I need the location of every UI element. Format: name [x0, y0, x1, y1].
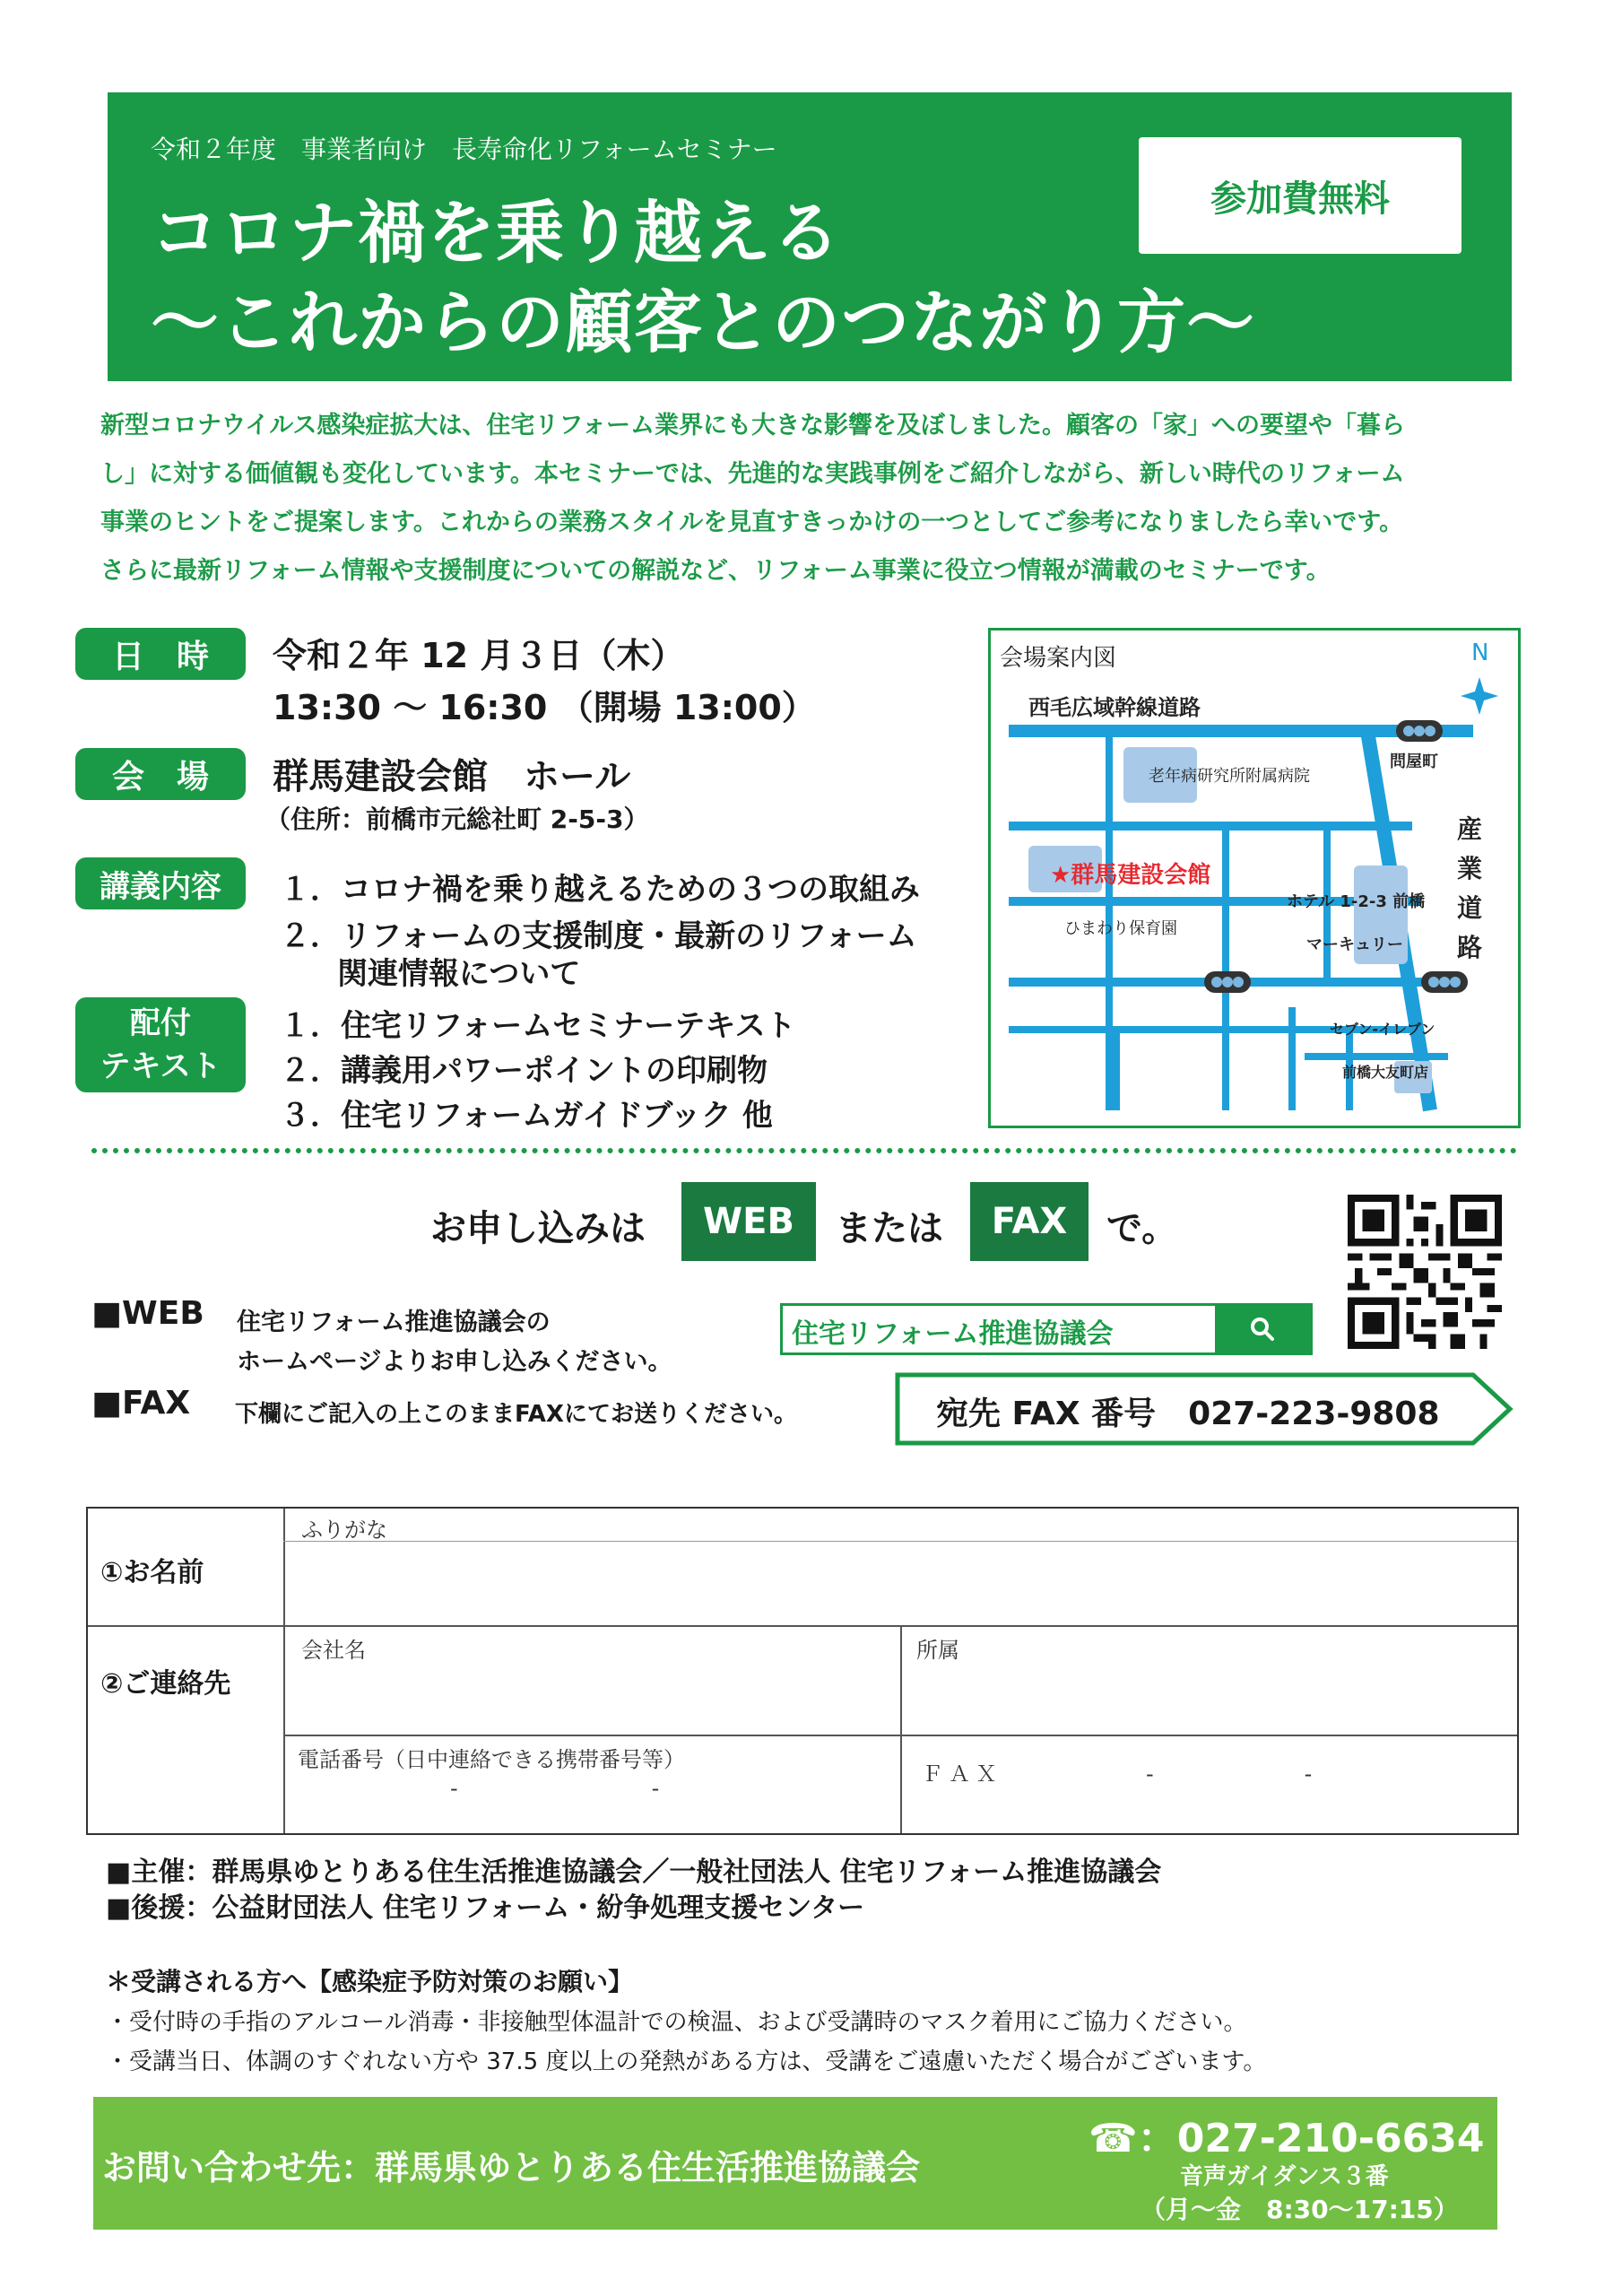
fax-number-arrow [895, 1372, 1514, 1446]
fax-desc: 下欄にご記入の上このままFAXにてお送りください。 [235, 1401, 797, 1428]
datetime-label: 日 時 [75, 628, 246, 680]
free-admission-badge: 参加費無料 [1139, 137, 1462, 254]
supporter: ■後援：公益財団法人 住宅リフォーム・紛争処理支援センター [106, 1892, 865, 1924]
text-label [75, 997, 246, 1092]
search-button[interactable] [1215, 1306, 1310, 1352]
map-mercury: マーキュリー [1306, 935, 1403, 954]
header-title-line2: ～これからの顧客とのつながり方～ [151, 283, 1255, 362]
search-text[interactable]: 住宅リフォーム推進協議会 [792, 1318, 1114, 1350]
company-label: 会社名 [301, 1638, 366, 1663]
apply-prefix: お申し込みは [430, 1208, 646, 1249]
header-banner [108, 92, 1512, 381]
apply-web-button[interactable]: WEB [681, 1182, 816, 1261]
footer-contact: お問い合わせ先：群馬県ゆとりある住生活推進協議会 [102, 2148, 921, 2187]
header-title-line1: コロナ禍を乗り越える [151, 193, 841, 273]
map-road-right-char: 業 [1457, 854, 1483, 883]
intro-line: 新型コロナウイルス感染症拡大は、住宅リフォーム業界にも大きな影響を及ぼしました。顧客の「家」への要望や「暮ら [100, 412, 1406, 439]
apply-suffix: で。 [1106, 1208, 1178, 1249]
intro-line: し」に対する価値観も変化しています。本セミナーでは、先進的な実践事例をご紹介しながら、新しい時代のリフォーム [100, 460, 1405, 488]
notice-item-1: ・受付時の手指のアルコール消毒・非接触型体温計での検温、および受講時のマスク着用にご協力ください。 [106, 2009, 1247, 2036]
registration-form [86, 1507, 1519, 1835]
section-divider [91, 1148, 1517, 1153]
text-item-2: ２．講義用パワーポイントの印刷物 [280, 1053, 768, 1089]
text-item-3: ３．住宅リフォームガイドブック 他 [280, 1098, 773, 1134]
text-label-line1: 配付 [130, 1005, 191, 1041]
department-label: 所属 [916, 1638, 959, 1663]
phone-label: 電話番号（日中連絡できる携帯番号等） [298, 1747, 685, 1772]
footer-guidance: 音声ガイダンス３番 [1180, 2163, 1389, 2190]
fax-field[interactable] [902, 1736, 1517, 1833]
map-station-area: 問屋町 [1390, 752, 1438, 771]
furigana-label: ふりがな [301, 1518, 387, 1543]
venue-name: 群馬建設会館 ホール [273, 756, 631, 797]
header-subtitle: 令和２年度 事業者向け 長寿命化リフォームセミナー [151, 135, 777, 164]
phone-field[interactable] [285, 1736, 900, 1833]
search-box[interactable] [780, 1303, 1313, 1355]
fax-label: ＦＡＸ [922, 1761, 1002, 1787]
web-marker: ■WEB [91, 1295, 204, 1332]
apply-fax-button[interactable]: FAX [970, 1182, 1089, 1261]
lecture-item-2: ２．リフォームの支援制度・最新のリフォーム [280, 918, 917, 954]
traffic-signal-icon [1421, 971, 1468, 993]
event-date: 令和２年 12 月３日（木） [273, 636, 685, 675]
text-item-1: １．住宅リフォームセミナーテキスト [280, 1008, 796, 1044]
intro-paragraph [100, 402, 1526, 596]
map-seven-store: 前橋大友町店 [1342, 1064, 1429, 1081]
map-road-right [1457, 810, 1482, 968]
text-label-line2: テキスト [100, 1048, 221, 1084]
venue-address: （住所：前橋市元総社町 2-5-3） [265, 804, 649, 834]
map-venue-marker: ★群馬建設会館 [1050, 862, 1211, 889]
intro-line: 事業のヒントをご提案します。これからの業務スタイルを見直すきっかけの一つとしてご参考になりましたら幸いです。 [100, 509, 1404, 536]
venue-map [988, 628, 1521, 1128]
footer-phone[interactable]: ☎：027-210-6634 [1089, 2116, 1485, 2161]
fax-number: 宛先 FAX 番号 027-223-9808 [936, 1396, 1440, 1432]
name-label: ①お名前 [100, 1557, 204, 1588]
footer-contact-bar [93, 2097, 1497, 2230]
organizer: ■主催：群馬県ゆとりある住生活推進協議会／一般社団法人 住宅リフォーム推進協議会 [106, 1857, 1162, 1888]
contact-label: ②ご連絡先 [100, 1668, 231, 1700]
lecture-label: 講義内容 [75, 857, 246, 909]
lecture-item-2-cont: 関連情報について [337, 956, 581, 992]
company-field[interactable] [285, 1627, 900, 1735]
web-desc-line1: 住宅リフォーム推進協議会の [237, 1309, 551, 1336]
notice-heading: ＊受講される方へ【感染症予防対策のお願い】 [106, 1967, 634, 1996]
compass-icon [1461, 677, 1498, 715]
phone-dashes: - - [450, 1776, 660, 1801]
notice-item-2: ・受講当日、体調のすぐれない方や 37.5 度以上の発熱がある方は、受講をご遠慮いただく場合がございます。 [106, 2048, 1267, 2075]
fax-marker: ■FAX [91, 1385, 191, 1422]
event-time: 13:30 ～ 16:30 （開場 13:00） [273, 688, 816, 727]
map-hospital: 老年病研究所附属病院 [1149, 767, 1310, 786]
map-road-right-char: 路 [1457, 933, 1483, 962]
intro-line: さらに最新リフォーム情報や支援制度についての解説など、リフォーム事業に役立つ情報が満載のセミナーです。 [100, 557, 1331, 585]
map-title: 会場案内図 [1000, 645, 1117, 672]
traffic-signal-icon [1204, 971, 1251, 993]
footer-hours: （月～金 8:30～17:15） [1141, 2195, 1459, 2224]
web-desc-line2: ホームページよりお申し込みください。 [237, 1348, 672, 1376]
qr-code-icon[interactable] [1348, 1195, 1502, 1349]
map-road-right-char: 道 [1457, 893, 1483, 923]
venue-label: 会 場 [75, 748, 246, 800]
department-field[interactable] [902, 1627, 1517, 1735]
search-icon [1249, 1316, 1276, 1343]
lecture-item-1: １．コロナ禍を乗り越えるための３つの取組み [280, 872, 920, 908]
map-hotel: ホテル 1-2-3 前橋 [1287, 892, 1426, 911]
fax-dashes: - - [1146, 1761, 1313, 1787]
map-north: N [1471, 639, 1489, 666]
map-seven: セブン-イレブン [1330, 1021, 1436, 1038]
traffic-signal-icon [1396, 720, 1443, 742]
map-road-right-char: 産 [1457, 814, 1483, 844]
name-field[interactable] [285, 1542, 1517, 1624]
apply-middle: または [836, 1208, 943, 1249]
map-nursery: ひまわり保育園 [1064, 919, 1177, 938]
map-road-top: 西毛広域幹線道路 [1028, 695, 1201, 720]
